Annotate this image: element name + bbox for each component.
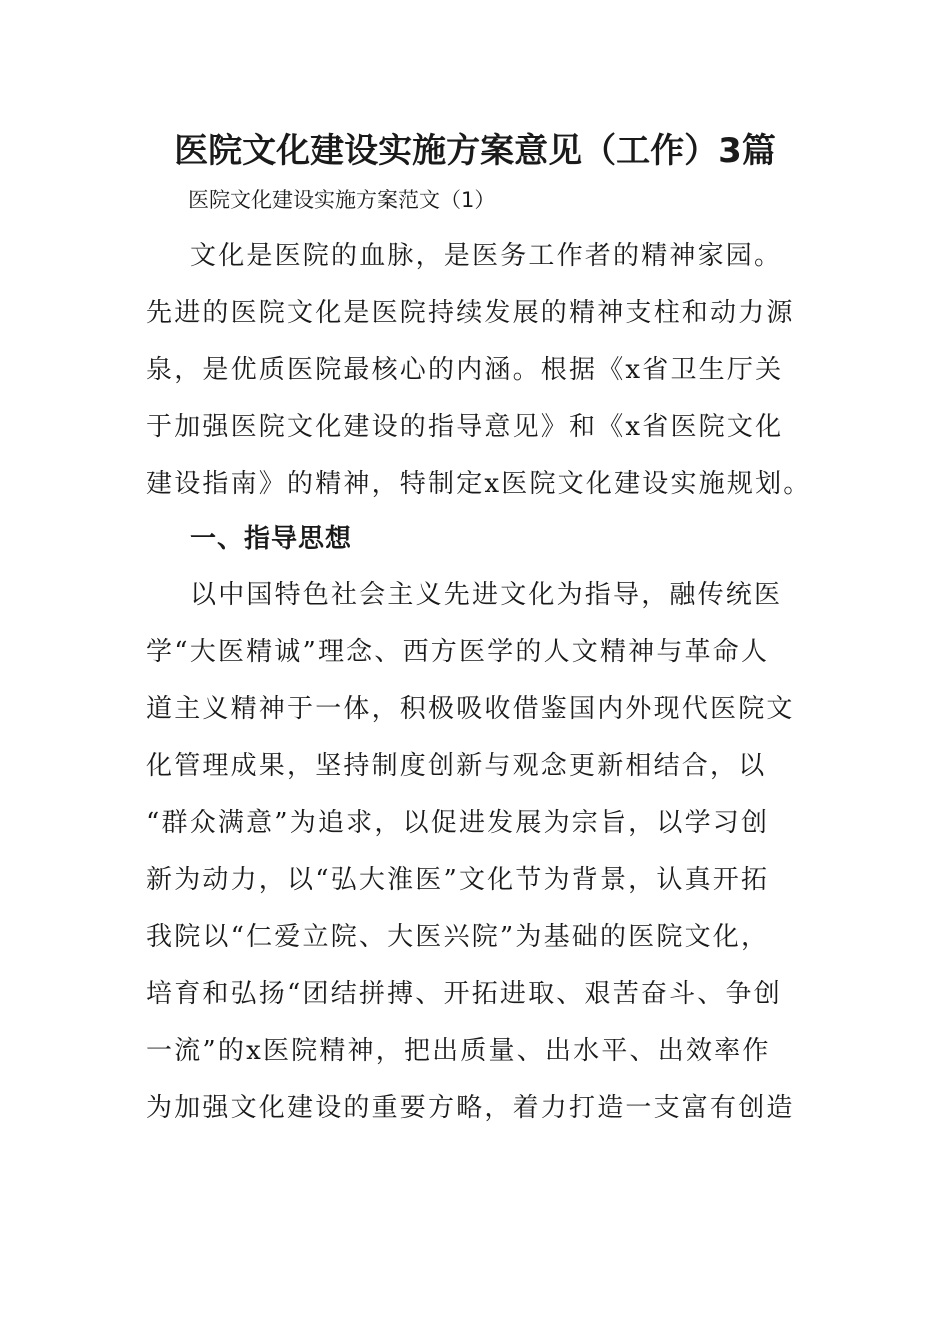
section-heading: 一、指导思想 xyxy=(190,524,353,554)
paragraph-line: 学“大医精诚”理念、西方医学的人文精神与革命人 xyxy=(146,637,770,667)
paragraph-line: 建设指南》的精神，特制定x医院文化建设实施规划。 xyxy=(146,469,812,499)
paragraph-line: 道主义精神于一体，积极吸收借鉴国内外现代医院文 xyxy=(146,694,795,724)
paragraph-line: 新为动力，以“弘大淮医”文化节为背景，认真开拓 xyxy=(146,865,770,895)
paragraph-line: 培育和弘扬“团结拼搏、开拓进取、艰苦奋斗、争创 xyxy=(146,979,782,1009)
document-subtitle: 医院文化建设实施方案范文（1） xyxy=(188,188,496,212)
paragraph-line: 于加强医院文化建设的指导意见》和《x省医院文化 xyxy=(146,412,784,442)
paragraph-line: 化管理成果，坚持制度创新与观念更新相结合，以 xyxy=(146,751,767,781)
document-title: 医院文化建设实施方案意见（工作）3篇 xyxy=(174,131,776,171)
paragraph-line: 一流”的x医院精神，把出质量、出水平、出效率作 xyxy=(146,1036,771,1066)
paragraph-line: 以中国特色社会主义先进文化为指导，融传统医 xyxy=(190,580,783,610)
paragraph-line: 为加强文化建设的重要方略，着力打造一支富有创造 xyxy=(146,1093,795,1123)
paragraph-line: 先进的医院文化是医院持续发展的精神支柱和动力源 xyxy=(146,298,795,328)
paragraph-line: 我院以“仁爱立院、大医兴院”为基础的医院文化， xyxy=(146,922,770,952)
paragraph-line: 文化是医院的血脉，是医务工作者的精神家园。 xyxy=(190,241,783,271)
paragraph-line: 泉，是优质医院最核心的内涵。根据《x省卫生厅关 xyxy=(146,355,784,385)
paragraph-line: “群众满意”为追求，以促进发展为宗旨，以学习创 xyxy=(146,808,770,838)
